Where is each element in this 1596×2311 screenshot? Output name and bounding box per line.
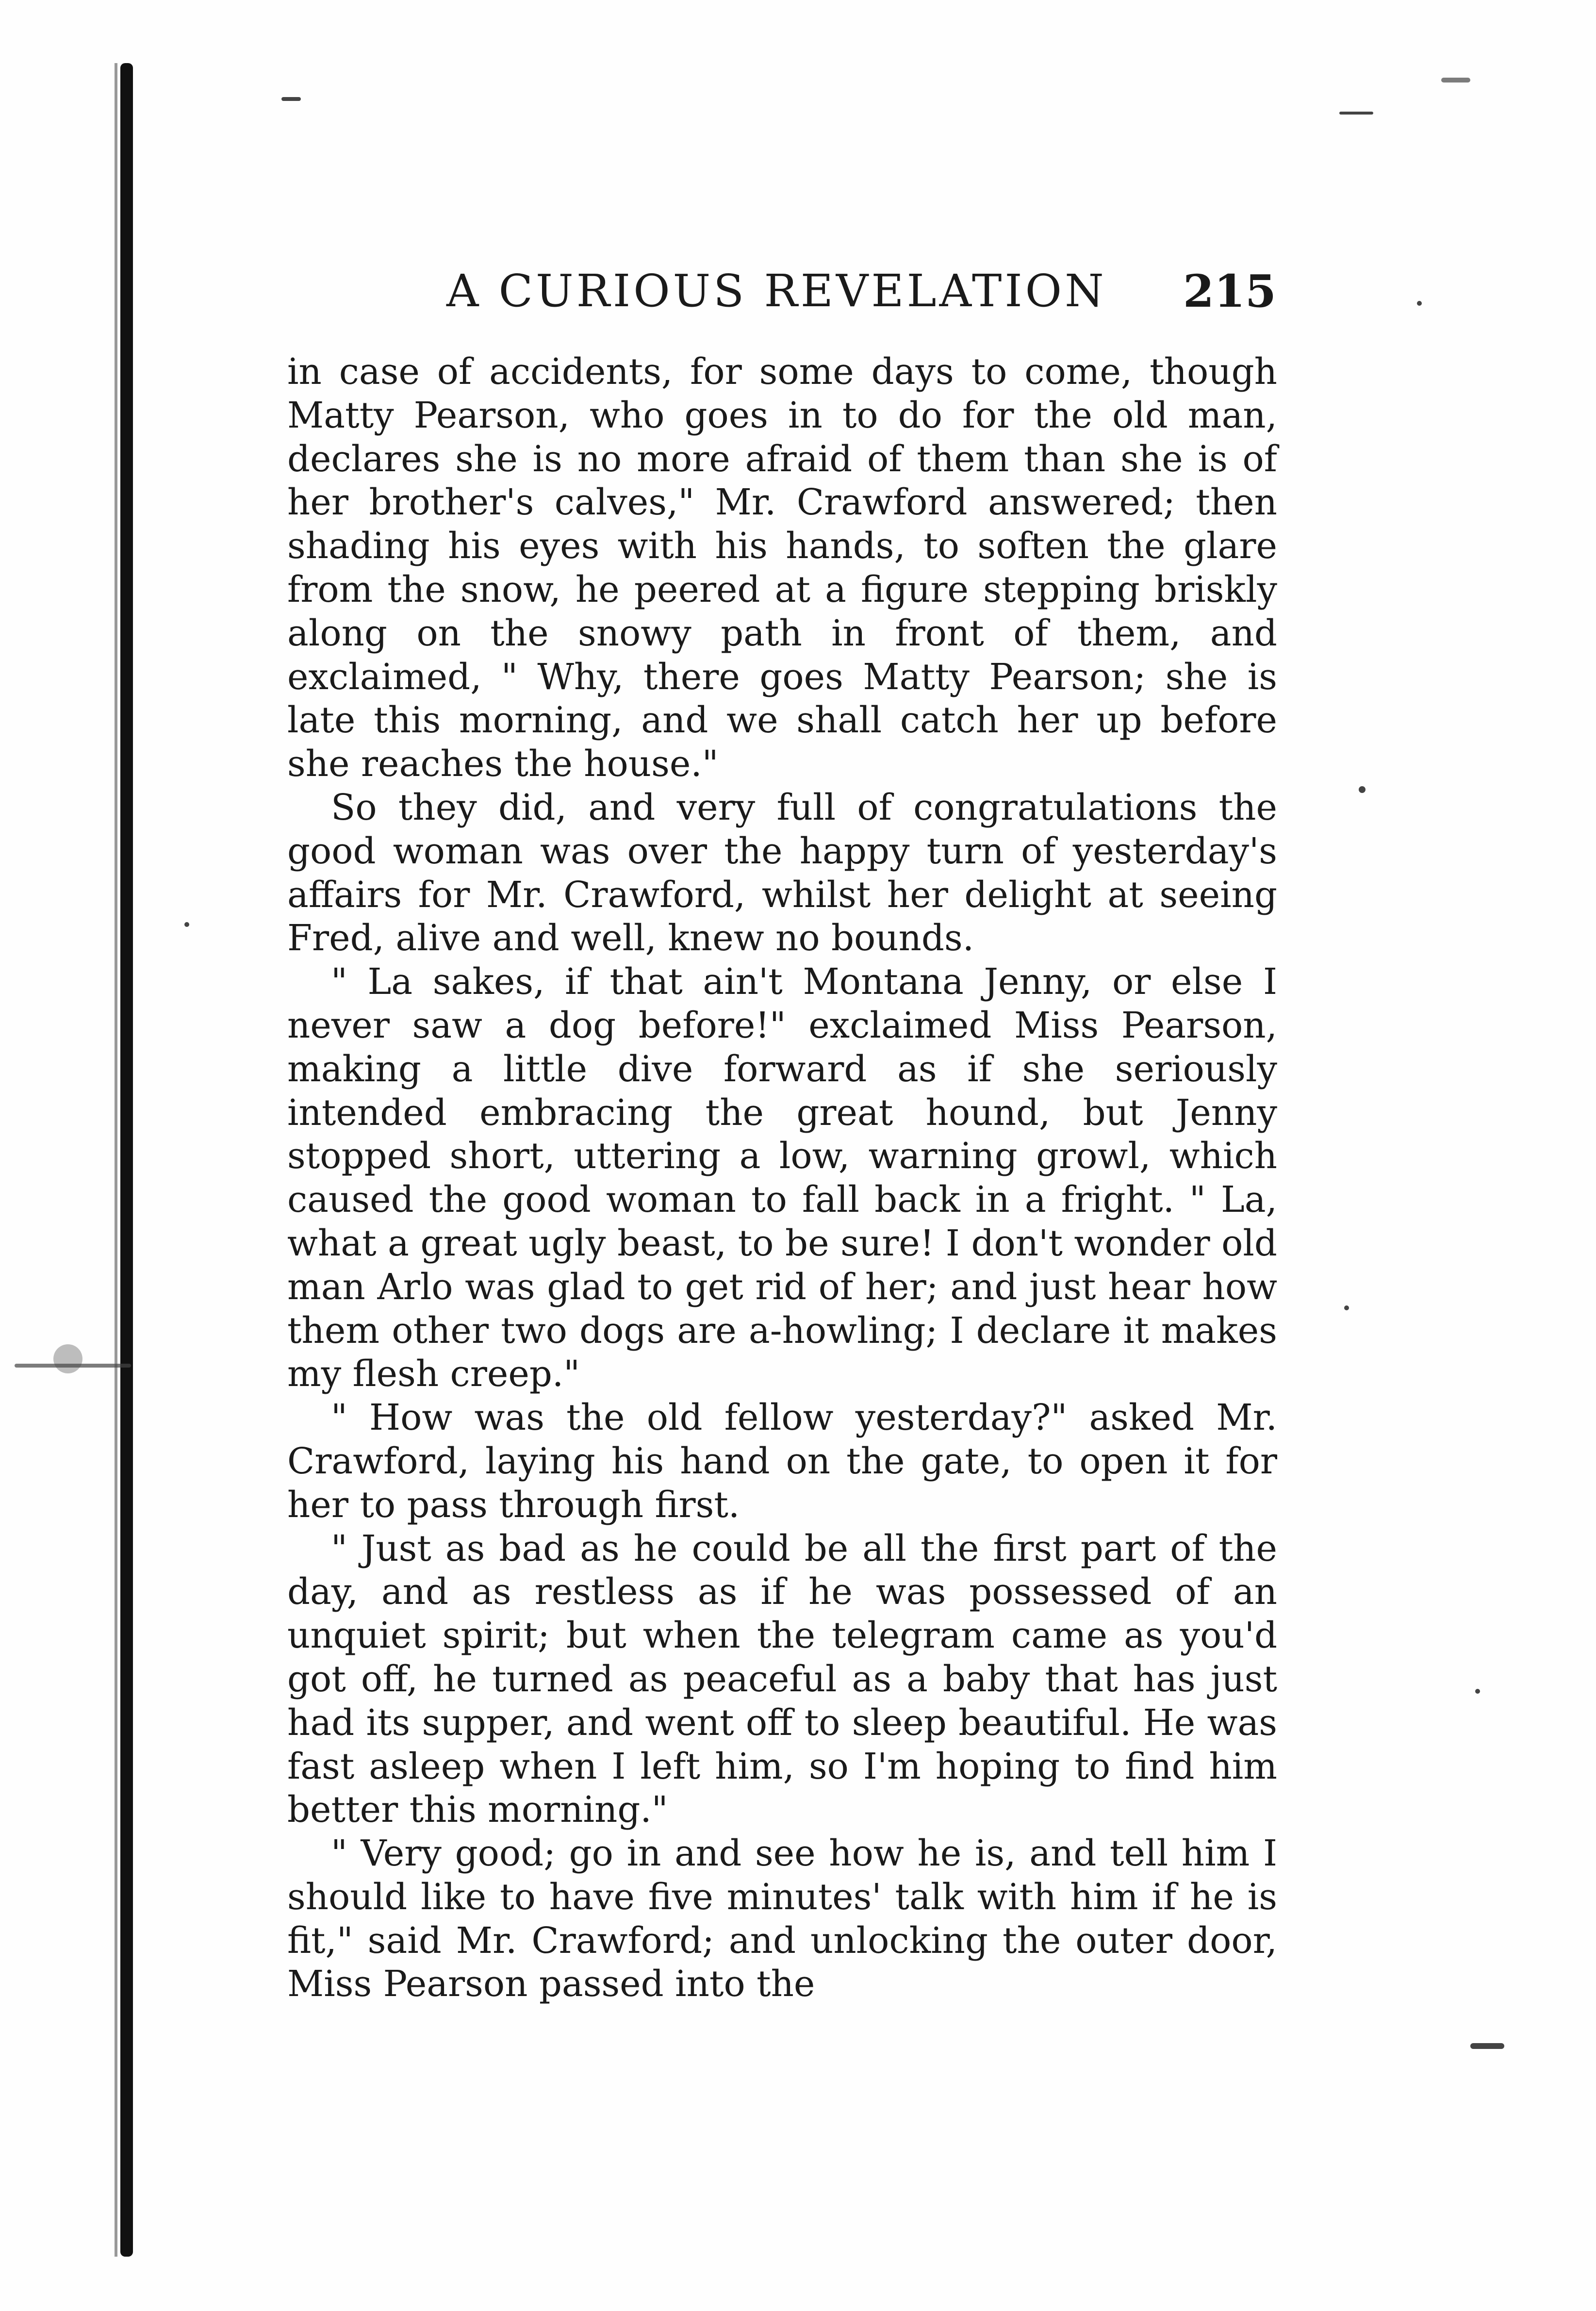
- binding-edge: [120, 63, 133, 2257]
- ink-speck: [1417, 301, 1422, 306]
- paragraph: " Very good; go in and see how he is, and tell him I should like to have five minutes' talk with him if he is fit," said Mr. Crawford; and unlocking the outer door, Miss Pearson passed into the: [287, 1833, 1277, 2005]
- ink-speck: [1344, 1305, 1349, 1310]
- ink-speck: [184, 922, 189, 927]
- ink-speck: [53, 1344, 82, 1373]
- ink-speck: [1339, 112, 1373, 115]
- binding-shadow: [115, 63, 117, 2257]
- paragraph: " La sakes, if that ain't Montana Jenny, or else I never saw a dog before!" exclaimed Miss Pearson, making a little dive forward as if she seriously intended embracing the great hound, but Jenny stopped short, uttering a low, warning growl, which caused the good woman to fall back in a fright. " La, what a great ugly beast, to be sure! I don't wonder old man Arlo was glad to get rid of her; and just hear how them other two dogs are a-howling; I declare it makes my flesh creep.": [287, 961, 1277, 1395]
- ink-speck: [1475, 1689, 1480, 1694]
- paragraph: So they did, and very full of congratulations the good woman was over the happy turn of yesterday's affairs for Mr. Crawford, whilst her delight at seeing Fred, alive and well, knew no bounds.: [287, 787, 1277, 959]
- running-title: A CURIOUS REVELATION: [446, 265, 1107, 317]
- ink-speck: [1470, 2043, 1504, 2049]
- page-header: [291, 260, 1276, 332]
- ink-speck: [1441, 78, 1470, 83]
- paragraph: " How was the old fellow yesterday?" asked Mr. Crawford, laying his hand on the gate, to open it for her to pass through first.: [287, 1397, 1277, 1526]
- ink-speck: [281, 97, 301, 101]
- ink-speck: [1359, 786, 1366, 793]
- body-text: [287, 350, 1277, 2006]
- page-number: 215: [1183, 265, 1276, 317]
- paragraph: " Just as bad as he could be all the first part of the day, and as restless as if he was possessed of an unquiet spirit; but when the telegram came as you'd got off, he turned as peaceful as a baby that has just had its supper, and went off to sleep beautiful. He was fast asleep when I left him, so I'm hoping to find him better this morning.": [287, 1528, 1277, 1831]
- paragraph: in case of accidents, for some days to come, though Matty Pearson, who goes in to do for the old man, declares she is no more afraid of them than she is of her brother's calves," Mr. Crawford answered; then shading his eyes with his hands, to soften the glare from the snow, he peered at a figure stepping briskly along on the snowy path in front of them, and exclaimed, " Why, there goes Matty Pearson; she is late this morning, and we shall catch her up before she reaches the house.": [287, 351, 1277, 785]
